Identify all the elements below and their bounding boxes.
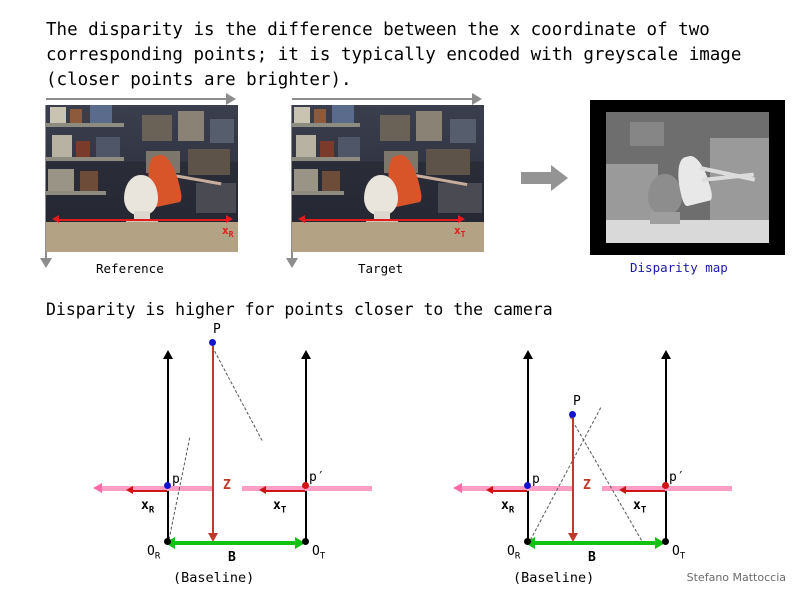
bust-head — [364, 175, 398, 215]
clutter-box — [52, 135, 72, 157]
left-image-plane-head-icon — [453, 483, 462, 493]
clutter-box — [96, 137, 120, 157]
right-x-measure-head-icon — [259, 486, 266, 494]
disparity-arrow-left — [298, 215, 305, 223]
left-x-measure-head-icon — [126, 486, 133, 494]
label-p-right: p′ — [669, 470, 685, 485]
x-coordinate-label: $x_T$ — [454, 224, 466, 240]
baseline-caption-right: (Baseline) — [513, 570, 595, 586]
right-x-measure — [265, 490, 305, 492]
label-xT-sub: T — [640, 505, 647, 516]
scene-point-P — [569, 411, 576, 418]
label-OT-sub: T — [679, 551, 686, 562]
disparity-map-image — [590, 100, 785, 255]
depth-line — [572, 418, 574, 536]
left-optical-axis — [167, 358, 169, 543]
disparity-bust-base — [650, 212, 680, 224]
label-OT: $O_T$ — [312, 544, 326, 562]
depth-line — [212, 346, 214, 536]
left-image-plane-head-icon — [93, 483, 102, 493]
clutter-box — [416, 111, 442, 141]
clutter-box — [48, 169, 74, 191]
guide-arrow-ref-left-head — [40, 258, 52, 268]
reference-image — [46, 105, 238, 252]
left-optical-axis — [527, 358, 529, 543]
clutter-box — [450, 119, 476, 143]
clutter-box — [90, 105, 112, 123]
right-optical-axis-head-icon — [661, 350, 671, 359]
right-x-measure-head-icon — [619, 486, 626, 494]
label-Z: Z — [583, 478, 591, 493]
disparity-measure-line — [304, 219, 462, 221]
shelf — [292, 123, 360, 127]
label-p-left: p — [172, 472, 180, 487]
guide-arrow-tgt-top-head — [472, 93, 482, 105]
clutter-box — [70, 109, 82, 123]
disparity-mid-region — [630, 122, 664, 146]
shelf — [292, 191, 344, 195]
label-Z: Z — [223, 478, 231, 493]
bust-head — [124, 175, 158, 215]
shelf — [46, 157, 124, 161]
shelf — [46, 123, 124, 127]
clutter-box — [210, 119, 234, 143]
left-camera-center — [164, 538, 171, 545]
guide-arrow-ref-top — [46, 98, 228, 100]
label-B: B — [588, 550, 596, 565]
disparity-arrow-right — [226, 215, 233, 223]
target-caption: Target — [358, 261, 404, 276]
right-optical-axis — [305, 358, 307, 543]
right-x-measure — [625, 490, 665, 492]
shelf — [292, 157, 360, 161]
disparity-measure-line — [58, 219, 230, 221]
left-projection-point — [524, 482, 531, 489]
left-optical-axis-head-icon — [523, 350, 533, 359]
guide-arrow-tgt-top — [292, 98, 474, 100]
left-x-measure — [132, 490, 167, 492]
disparity-arrow-right — [458, 215, 465, 223]
clutter-box — [178, 111, 204, 141]
left-projection-point — [164, 482, 171, 489]
clutter-box — [426, 149, 470, 175]
flow-arrow-icon — [521, 172, 551, 184]
x-coordinate-sub: R — [228, 230, 234, 240]
right-camera-center — [662, 538, 669, 545]
x-coordinate-sub: T — [460, 230, 466, 240]
label-xR: $x_R$ — [501, 498, 515, 516]
table-surface — [46, 222, 238, 252]
clutter-box — [80, 171, 98, 191]
clutter-box — [332, 105, 354, 123]
baseline-caption-left: (Baseline) — [173, 570, 255, 586]
diagram-near-point — [420, 330, 740, 590]
label-xT: $x_T$ — [633, 498, 647, 516]
label-OR-sub: R — [154, 551, 161, 562]
clutter-box — [188, 149, 230, 175]
right-optical-axis-head-icon — [301, 350, 311, 359]
left-camera-center — [524, 538, 531, 545]
clutter-box — [142, 115, 172, 141]
scene-point-P — [209, 339, 216, 346]
disparity-map-caption: Disparity map — [630, 260, 728, 275]
label-p-right: p′ — [309, 470, 325, 485]
label-xT: $x_T$ — [273, 498, 287, 516]
left-x-measure — [492, 490, 527, 492]
right-projection-point — [662, 482, 669, 489]
left-x-measure-head-icon — [486, 486, 493, 494]
clutter-box — [320, 141, 334, 157]
label-xT-sub: T — [280, 505, 287, 516]
right-optical-axis — [665, 358, 667, 543]
clutter-box — [338, 137, 360, 157]
disparity-arrow-left — [52, 215, 59, 223]
clutter-box — [294, 169, 318, 191]
clutter-box — [314, 109, 326, 123]
reference-caption: Reference — [96, 261, 164, 276]
baseline-line — [175, 541, 299, 545]
clutter-box — [76, 141, 90, 157]
guide-arrow-ref-top-head — [226, 93, 236, 105]
clutter-box — [438, 183, 482, 213]
label-p-left: p — [532, 472, 540, 487]
label-xR: $x_R$ — [141, 498, 155, 516]
clutter-box — [196, 183, 236, 213]
right-projection-point — [302, 482, 309, 489]
baseline-line — [535, 541, 659, 545]
flow-arrow-head-icon — [551, 165, 568, 191]
disparity-bust — [648, 174, 682, 214]
target-image — [292, 105, 484, 252]
ray-right — [570, 416, 642, 540]
ray-right — [210, 342, 263, 440]
label-xR-sub: R — [508, 505, 515, 516]
author-credit: Stefano Mattoccia — [686, 571, 786, 584]
clutter-box — [50, 107, 66, 123]
right-camera-center — [302, 538, 309, 545]
page-title: The disparity is the difference between the x coordinate of two corresponding points; it is typically encoded with greyscale image (closer points are brighter). — [46, 20, 752, 90]
label-OT-sub: T — [319, 551, 326, 562]
label-OR: $O_R$ — [507, 544, 521, 562]
guide-arrow-tgt-left-head — [286, 258, 298, 268]
clutter-box — [296, 135, 316, 157]
section-subtitle: Disparity is higher for points closer to the camera — [46, 300, 553, 319]
disparity-near-region — [606, 220, 769, 243]
label-P: P — [213, 322, 221, 337]
clutter-box — [380, 115, 410, 141]
label-B: B — [228, 550, 236, 565]
label-xR-sub: R — [148, 505, 155, 516]
label-OT: $O_T$ — [672, 544, 686, 562]
clutter-box — [294, 107, 310, 123]
label-OR-sub: R — [514, 551, 521, 562]
label-P: P — [573, 394, 581, 409]
x-coordinate-label: $x_R$ — [222, 224, 234, 240]
diagram-far-point — [60, 322, 380, 590]
clutter-box — [322, 171, 340, 191]
ray-left — [168, 438, 191, 545]
shelf — [46, 191, 106, 195]
left-optical-axis-head-icon — [163, 350, 173, 359]
label-OR: $O_R$ — [147, 544, 161, 562]
